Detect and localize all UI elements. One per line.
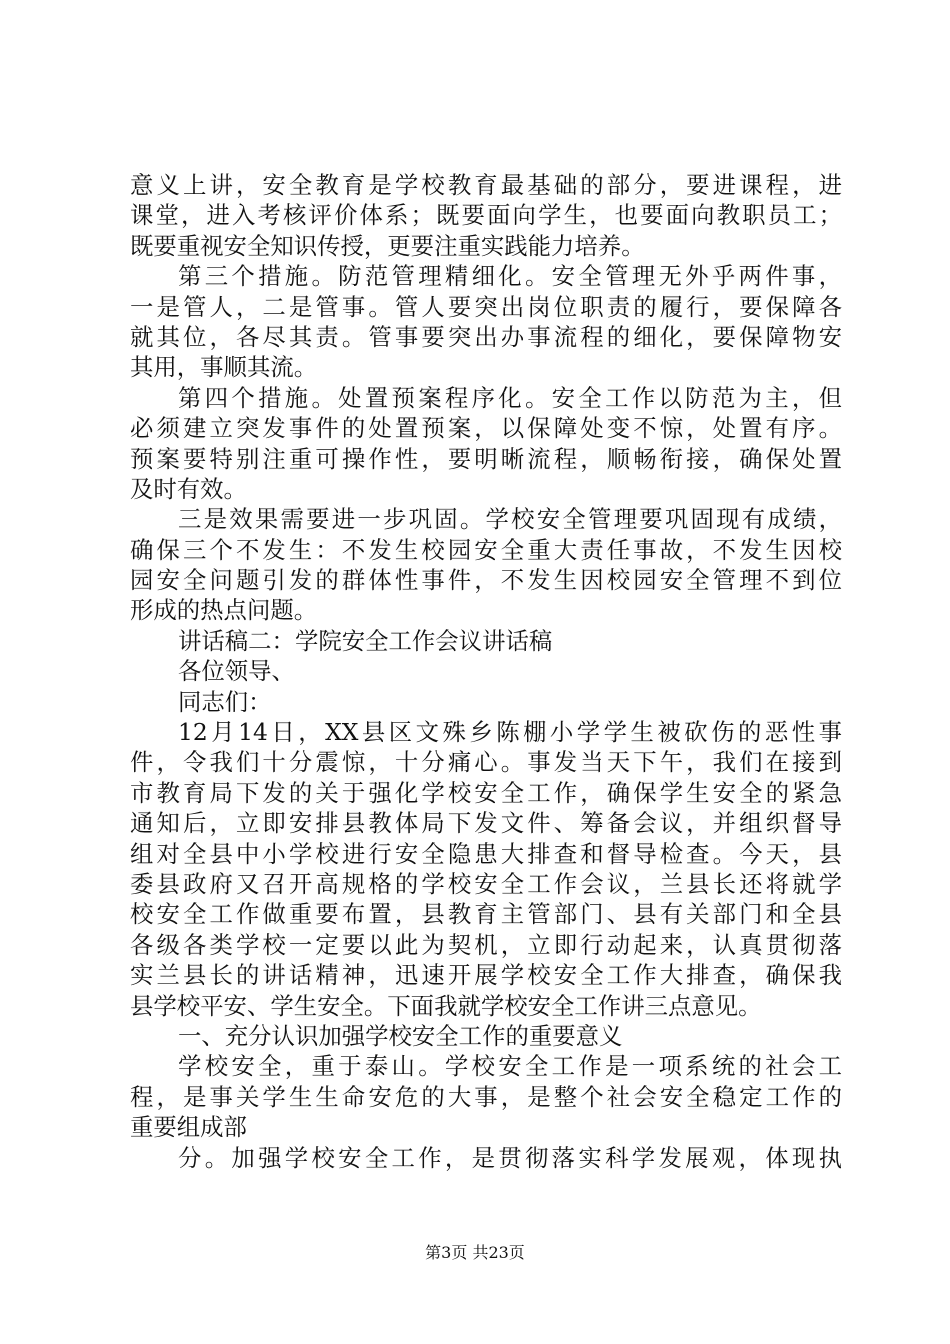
document-body: [130, 170, 842, 1173]
page-footer: 第3页 共23页: [425, 1243, 525, 1262]
text-line: 各级各类学校一定要以此为契机，立即行动起来，认真贯彻落: [130, 930, 842, 959]
text-line: 第三个措施。防范管理精细化。安全管理无外乎两件事，: [178, 262, 842, 291]
text-line: 意义上讲，安全教育是学校教育最基础的部分，要进课程，进: [130, 171, 842, 199]
text-line: 通知后，立即安排县教体局下发文件、筹备会议，并组织督导: [130, 809, 842, 838]
text-line: 其用，事顺其流。: [130, 353, 318, 382]
text-line: 确保三个不发生：不发生校园安全重大责任事故，不发生因校: [130, 535, 842, 564]
text-line: 市教育局下发的关于强化学校安全工作，确保学生安全的紧急: [130, 778, 842, 807]
text-line: 各位领导、: [178, 657, 295, 686]
text-line: 三是效果需要进一步巩固。学校安全管理要巩固现有成绩，: [178, 505, 842, 534]
text-line: 一、充分认识加强学校安全工作的重要意义: [178, 1021, 623, 1050]
text-line: 讲话稿二：学院安全工作会议讲话稿: [178, 626, 553, 655]
text-line: 实兰县长的讲话精神，迅速开展学校安全工作大排查，确保我: [130, 961, 842, 990]
text-line: 组对全县中小学校进行安全隐患大排查和督导检查。今天，县: [130, 839, 842, 868]
text-line: 第四个措施。处置预案程序化。安全工作以防范为主，但: [178, 383, 842, 412]
text-line: 学校安全，重于泰山。学校安全工作是一项系统的社会工: [178, 1052, 842, 1081]
text-line: 件，令我们十分震惊，十分痛心。事发当天下午，我们在接到: [130, 748, 842, 777]
text-line: 同志们：: [178, 687, 272, 716]
text-line: 园安全问题引发的群体性事件，不发生因校园安全管理不到位: [130, 566, 842, 595]
text-line: 课堂，进入考核评价体系；既要面向学生，也要面向教职员工；: [130, 201, 842, 230]
text-line: 程，是事关学生生命安危的大事，是整个社会安全稳定工作的: [130, 1082, 842, 1111]
text-line: 委县政府又召开高规格的学校安全工作会议，兰县长还将就学: [130, 869, 842, 898]
text-line: 必须建立突发事件的处置预案，以保障处变不惊，处置有序。: [130, 414, 842, 443]
text-line: 预案要特别注重可操作性，要明晰流程，顺畅衔接，确保处置: [130, 444, 842, 473]
text-line: 就其位，各尽其责。管事要突出办事流程的细化，要保障物安: [130, 322, 842, 351]
text-line: 县学校平安、学生安全。下面我就学校安全工作讲三点意见。: [130, 991, 762, 1020]
text-line: 重要组成部: [130, 1113, 247, 1142]
text-line: 及时有效。: [130, 474, 247, 503]
text-line: 分。加强学校安全工作，是贯彻落实科学发展观，体现执: [178, 1143, 842, 1172]
text-line: 既要重视安全知识传授，更要注重实践能力培养。: [130, 231, 645, 260]
text-line: 12月14日，XX县区文殊乡陈棚小学学生被砍伤的恶性事: [178, 718, 842, 747]
text-line: 形成的热点问题。: [130, 596, 318, 625]
text-line: 一是管人，二是管事。管人要突出岗位职责的履行，要保障各: [130, 292, 842, 321]
text-line: 校安全工作做重要布置，县教育主管部门、县有关部门和全县: [130, 900, 842, 929]
